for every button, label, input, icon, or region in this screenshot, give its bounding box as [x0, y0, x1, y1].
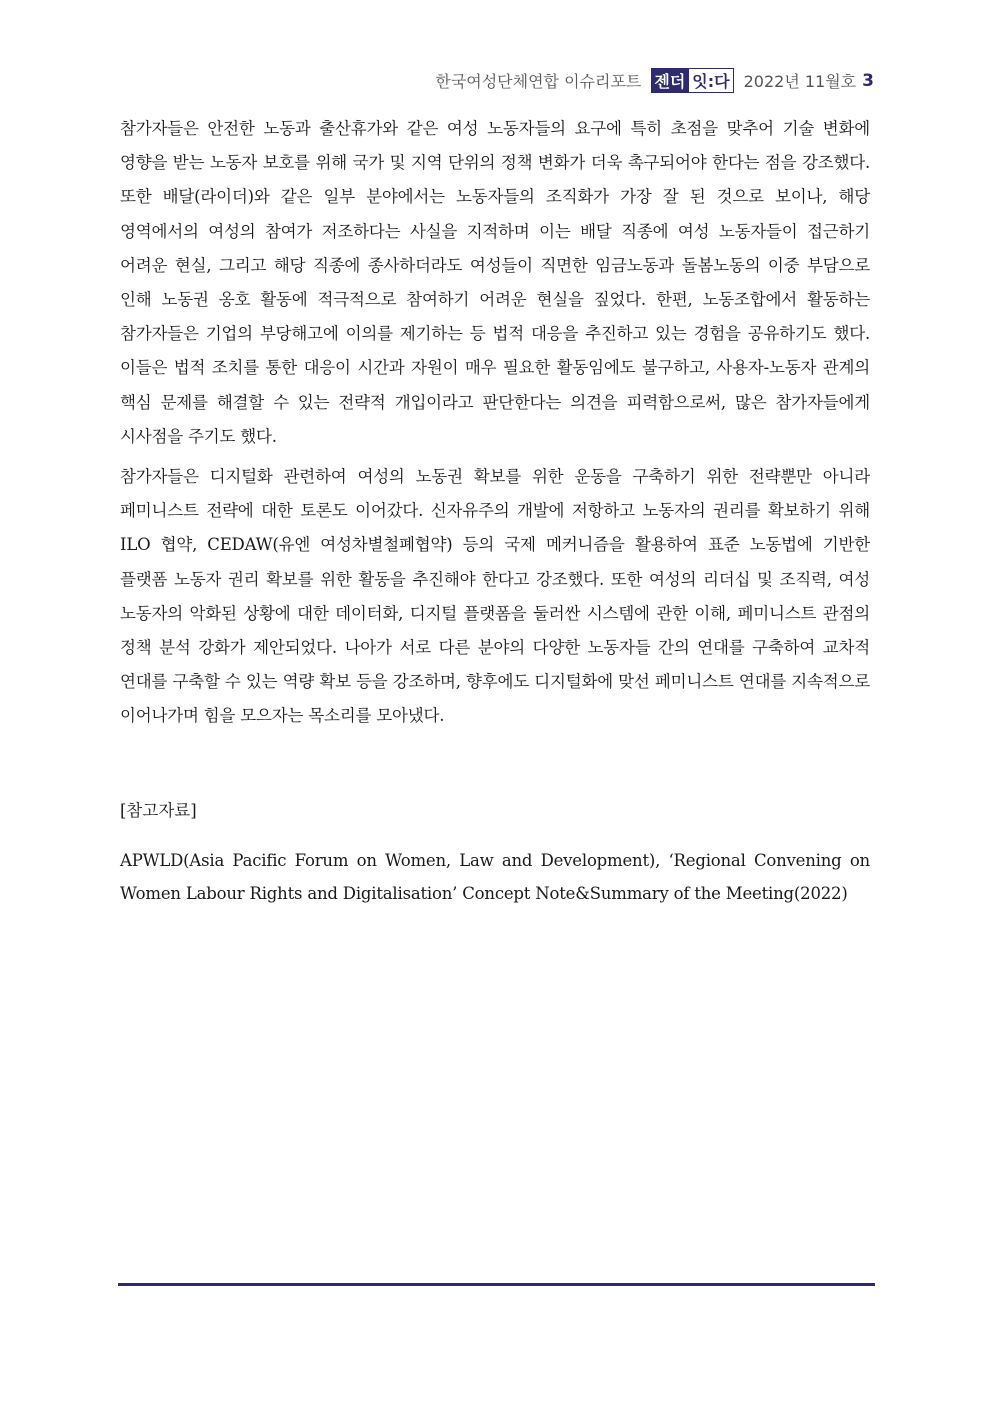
header-issue: 2022년 11월호	[743, 72, 857, 91]
footer-rule	[118, 1283, 875, 1286]
page-header	[435, 68, 874, 93]
page-body	[120, 112, 870, 910]
paragraph-2: 참가자들은 디지털화 관련하여 여성의 노동권 확보를 위한 운동을 구축하기 위한 전략뿐만 아니라 페미니스트 전략에 대한 토론도 이어갔다. 신자유주의 개발에 저항하고 노동자의 권리를 확보하기 위해 ILO 협약, CEDAW(유엔 여성차별철폐협약) 등의 국제 메커니즘을 활용하여 표준 노동법에 기반한 플랫폼 노동자 권리 확보를 위한 활동을 추진해야 한다고 강조했다. 또한 여성의 리더십 및 조직력, 여성 노동자의 악화된 상황에 대한 데이터화, 디지털 플랫폼을 둘러싼 시스템에 관한 이해, 페미니스트 관점의 정책 분석 강화가 제안되었다. 나아가 서로 다른 분야의 다양한 노동자들 간의 연대를 구축하여 교차적 연대를 구축할 수 있는 역량 확보 등을 강조하며, 향후에도 디지털화에 맞선 페미니스트 연대를 지속적으로 이어나가며 힘을 모으자는 목소리를 모아냈다.	[120, 467, 870, 726]
paragraph-1: 참가자들은 안전한 노동과 출산휴가와 같은 여성 노동자들의 요구에 특히 초점을 맞추어 기술 변화에 영향을 받는 노동자 보호를 위해 국가 및 지역 단위의 정책 변화가 더욱 촉구되어야 한다는 점을 강조했다. 또한 배달(라이더)와 같은 일부 분야에서는 노동자들의 조직화가 가장 잘 된 것으로 보이나, 해당 영역에서의 여성의 참여가 저조하다는 사실을 지적하며 이는 배달 직종에 여성 노동자들이 접근하기 어려운 현실, 그리고 해당 직종에 종사하더라도 여성들이 직면한 임금노동과 돌봄노동의 이중 부담으로 인해 노동권 옹호 활동에 적극적으로 참여하기 어려운 현실을 짚었다. 한편, 노동조합에서 활동하는 참가자들은 기업의 부당해고에 이의를 제기하는 등 법적 대응을 추진하고 있는 경험을 공유하기도 했다. 이들은 법적 조치를 통한 대응이 시간과 자원이 매우 필요한 활동임에도 불구하고, 사용자-노동자 관계의 핵심 문제를 해결할 수 있는 전략적 개입이라고 판단한다는 의견을 피력함으로써, 많은 참가자들에게 시사점을 주기도 했다.	[120, 119, 870, 446]
references-entry: APWLD(Asia Pacific Forum on Women, Law and Development), ‘Regional Convening on Women Labour Rights and Digitalisation’ Concept Note&Summary of the Meeting(2022)	[120, 850, 870, 903]
brand-part2: 잇:다	[688, 68, 733, 93]
references-title: [참고자료]	[120, 800, 197, 820]
header-org: 한국여성단체연합 이슈리포트	[435, 72, 642, 91]
brand-part1: 젠더	[651, 68, 688, 93]
brand-logo	[651, 68, 733, 93]
page-number: 3	[862, 70, 874, 91]
